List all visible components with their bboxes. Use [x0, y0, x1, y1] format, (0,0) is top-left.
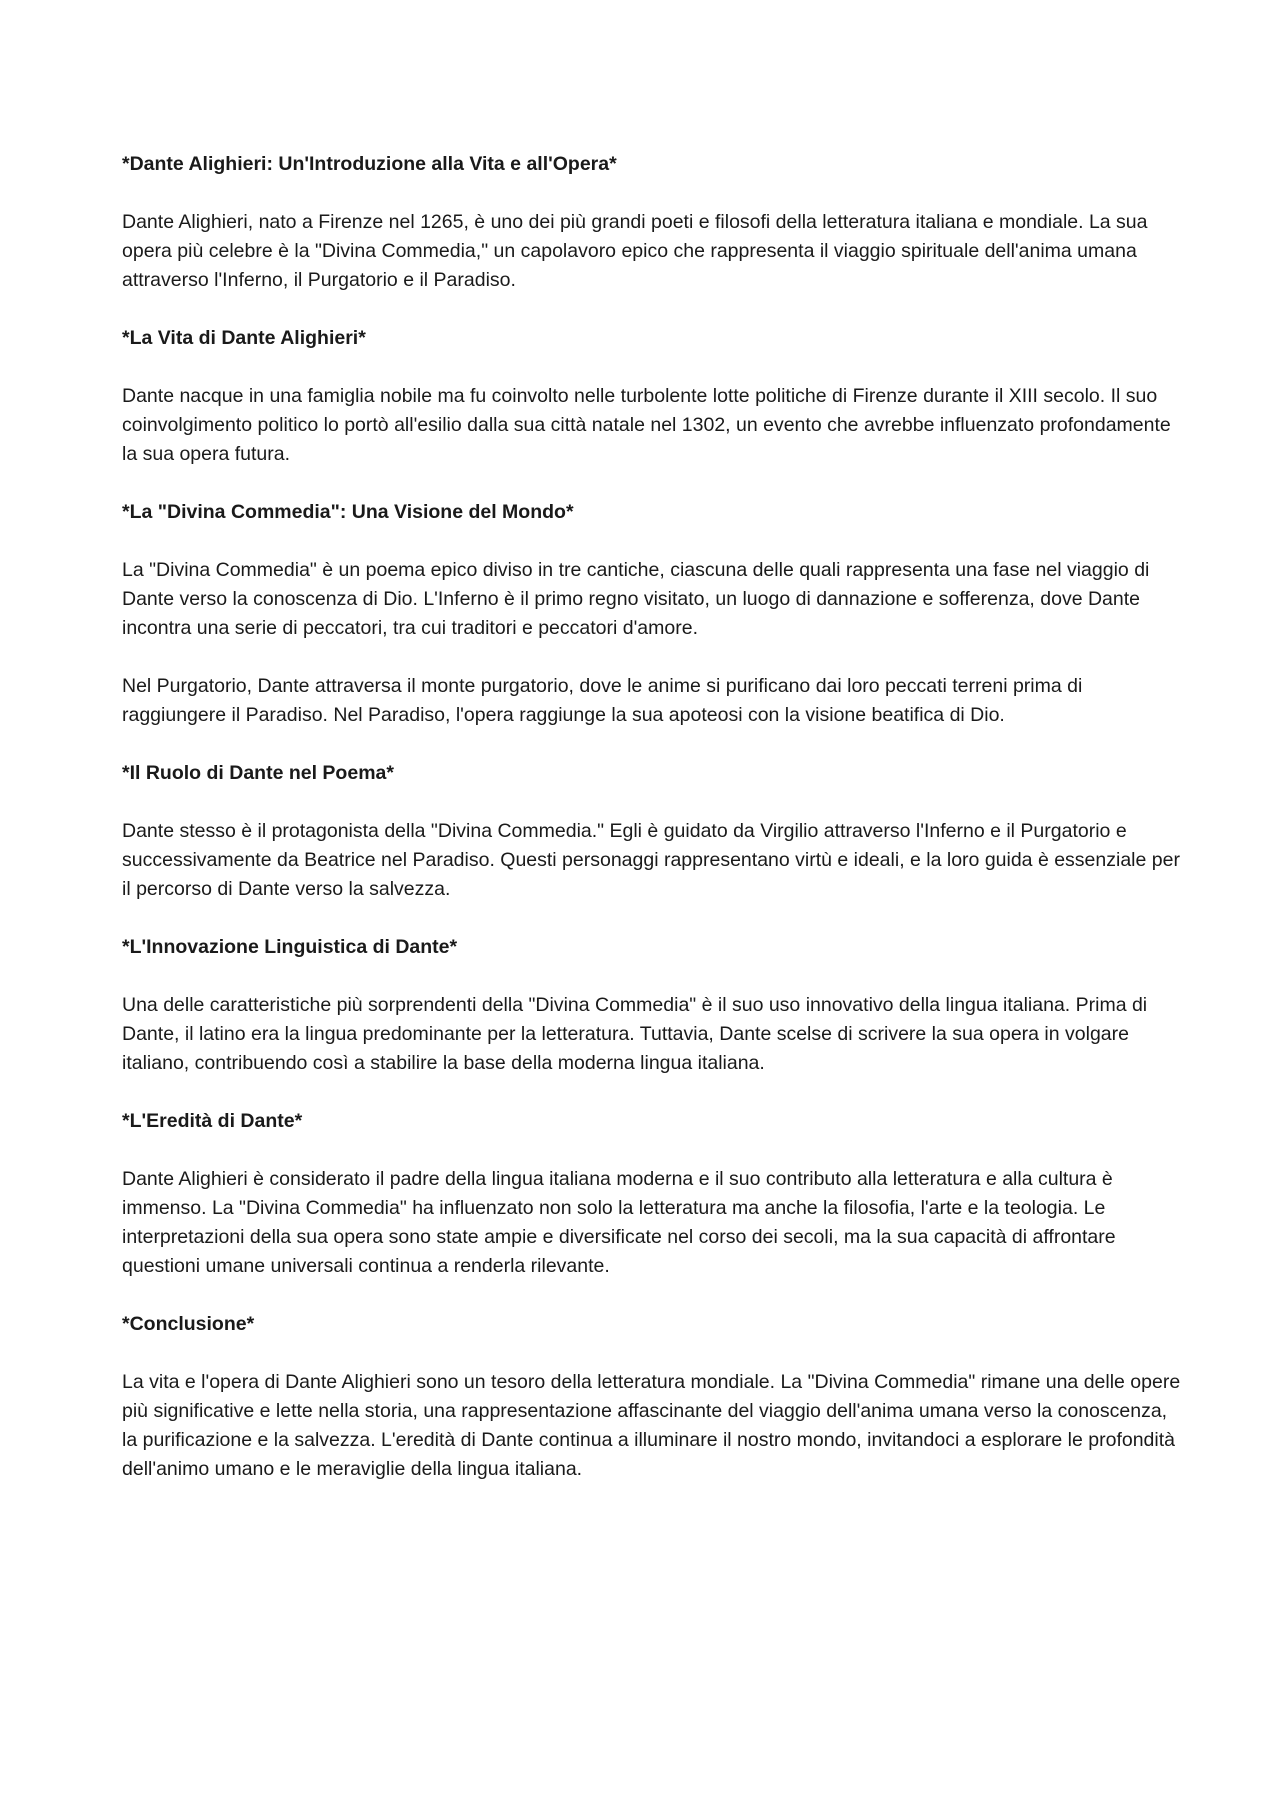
- section-paragraph: La "Divina Commedia" è un poema epico diviso in tre cantiche, ciascuna delle quali rappresenta una fase nel viaggio di Dante verso la conoscenza di Dio. L'Inferno è il primo regno visitato, un luogo di dannazione e sofferenza, dove Dante incontra una serie di peccatori, tra cui traditori e peccatori d'amore.: [122, 559, 1150, 639]
- section-paragraph: Dante stesso è il protagonista della "Divina Commedia." Egli è guidato da Virgilio attraverso l'Inferno e il Purgatorio e successivamente da Beatrice nel Paradiso. Questi personaggi rappresentano virtù e ideali, e la loro guida è essenziale per il percorso di Dante verso la salvezza.: [122, 820, 1180, 900]
- section-paragraph: Dante nacque in una famiglia nobile ma fu coinvolto nelle turbolente lotte politiche di Firenze durante il XIII secolo. Il suo coinvolgimento politico lo portò all'esilio dalla sua città natale nel 1302, un evento che avrebbe influenzato profondamente la sua opera futura.: [122, 385, 1171, 465]
- document-page: [122, 150, 1182, 1513]
- section-paragraph: Nel Purgatorio, Dante attraversa il monte purgatorio, dove le anime si purificano dai loro peccati terreni prima di raggiungere il Paradiso. Nel Paradiso, l'opera raggiunge la sua apoteosi con la visione beatifica di Dio.: [122, 675, 1083, 726]
- section-heading-conclusione: *Conclusione*: [122, 1313, 255, 1335]
- section-paragraph: Dante Alighieri è considerato il padre della lingua italiana moderna e il suo contributo alla letteratura e alla cultura è immenso. La "Divina Commedia" ha influenzato non solo la letteratura ma anche la filosofia, l'arte e la teologia. Le interpretazioni della sua opera sono state ampie e diversificate nel corso dei secoli, ma la sua capacità di affrontare questioni umane universali continua a renderla rilevante.: [122, 1168, 1116, 1277]
- section-heading-divina-commedia: *La "Divina Commedia": Una Visione del Mondo*: [122, 501, 574, 523]
- section-heading-ruolo: *Il Ruolo di Dante nel Poema*: [122, 762, 394, 784]
- section-heading-innovazione: *L'Innovazione Linguistica di Dante*: [122, 936, 458, 958]
- section-paragraph: Una delle caratteristiche più sorprendenti della "Divina Commedia" è il suo uso innovativo della lingua italiana. Prima di Dante, il latino era la lingua predominante per la letteratura. Tuttavia, Dante scelse di scrivere la sua opera in volgare italiano, contribuendo così a stabilire la base della moderna lingua italiana.: [122, 994, 1148, 1074]
- intro-paragraph: Dante Alighieri, nato a Firenze nel 1265, è uno dei più grandi poeti e filosofi della letteratura italiana e mondiale. La sua opera più celebre è la "Divina Commedia," un capolavoro epico che rappresenta il viaggio spirituale dell'anima umana attraverso l'Inferno, il Purgatorio e il Paradiso.: [122, 211, 1148, 291]
- document-title: *Dante Alighieri: Un'Introduzione alla Vita e all'Opera*: [122, 153, 617, 175]
- section-paragraph: La vita e l'opera di Dante Alighieri sono un tesoro della letteratura mondiale. La "Divina Commedia" rimane una delle opere più significative e lette nella storia, una rappresentazione affascinante del viaggio dell'anima umana verso la conoscenza, la purificazione e la salvezza. L'eredità di Dante continua a illuminare il nostro mondo, invitandoci a esplorare le profondità dell'animo umano e le meraviglie della lingua italiana.: [122, 1371, 1181, 1480]
- section-heading-vita: *La Vita di Dante Alighieri*: [122, 327, 366, 349]
- section-heading-eredita: *L'Eredità di Dante*: [122, 1110, 303, 1132]
